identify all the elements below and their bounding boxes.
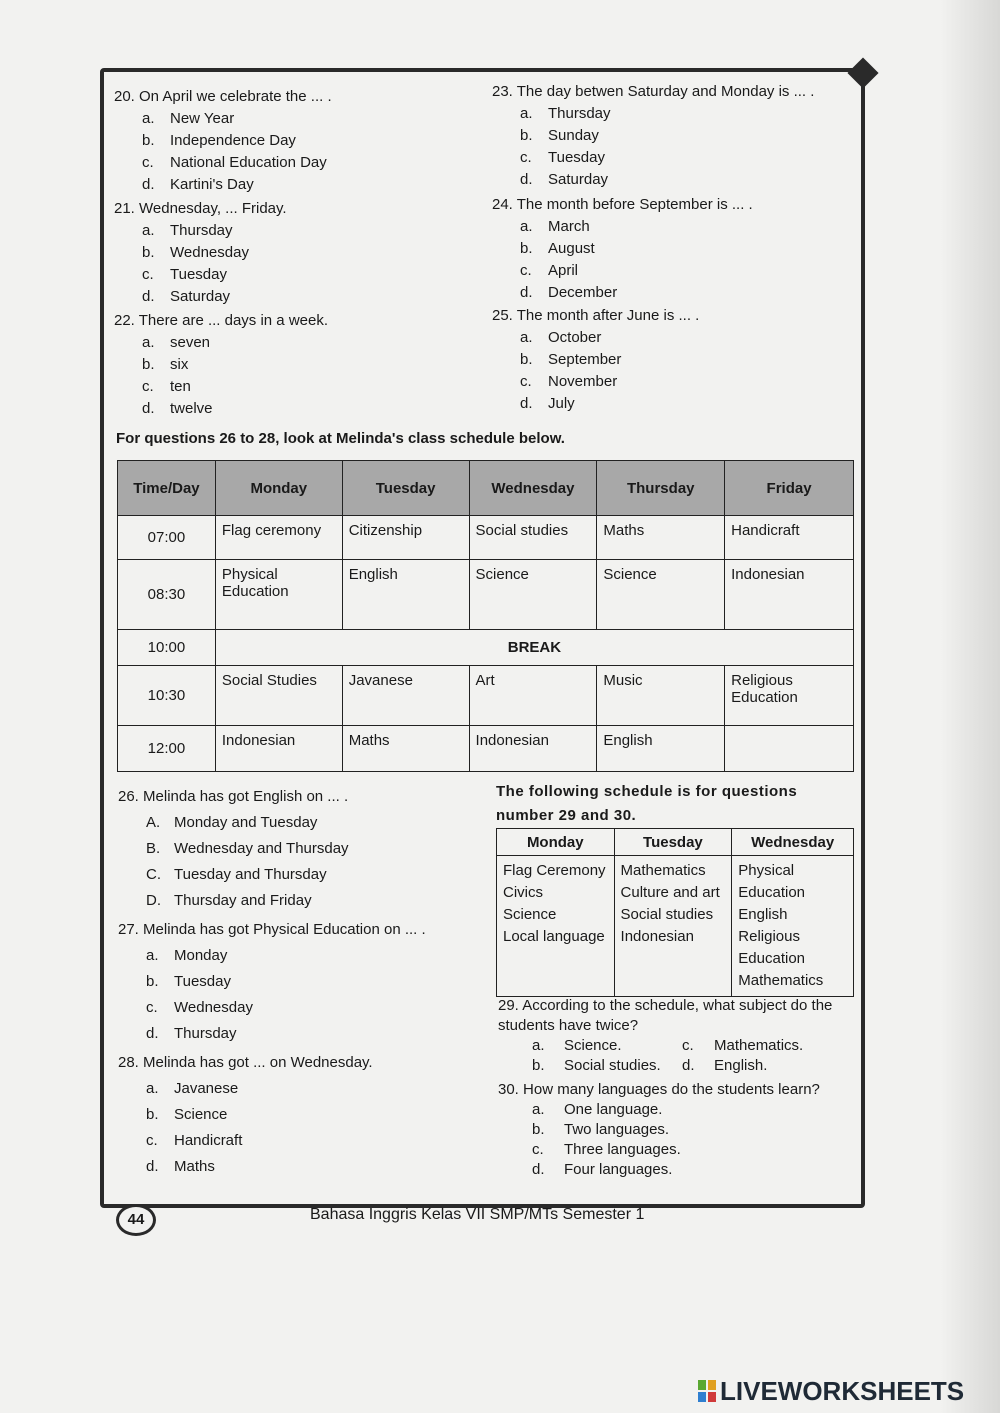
question-stem: 23. The day betwen Saturday and Monday is ... .: [492, 83, 815, 100]
subject: Civics: [503, 884, 543, 901]
option-a[interactable]: a. seven: [142, 334, 211, 351]
table-cell: Flag ceremony: [215, 516, 342, 560]
question-30: [498, 1080, 860, 1180]
option-c[interactable]: c. ten: [142, 378, 191, 395]
question-25: [492, 305, 699, 415]
brand-name[interactable]: LIVEWORKSHEETS: [720, 1376, 965, 1406]
subject: Physical Education: [738, 862, 805, 901]
options-row: [532, 1056, 860, 1076]
schedule2-intro: The following schedule is for questions number 29 and 30.: [496, 783, 798, 824]
question-28: [118, 1050, 373, 1180]
option-a[interactable]: a. Thursday: [142, 222, 233, 239]
option-a[interactable]: a. March: [520, 218, 590, 235]
table-row: [118, 516, 854, 560]
option-d[interactable]: D. Thursday and Friday: [146, 892, 312, 909]
question-stem: 26. Melinda has got English on ... .: [118, 788, 349, 805]
table-header-row: [118, 461, 854, 516]
subject: Indonesian: [620, 928, 694, 945]
subject: Science: [503, 906, 557, 923]
option-d[interactable]: d. English.: [682, 1057, 768, 1074]
break-cell: BREAK: [215, 630, 853, 666]
header-cell: Tuesday: [614, 829, 732, 856]
schedule-heading: For questions 26 to 28, look at Melinda's class schedule below.: [116, 430, 565, 447]
table-cell: Physical Education: [215, 560, 342, 630]
question-stem: 21. Wednesday, ... Friday.: [114, 200, 287, 217]
table-cell: Social Studies: [215, 666, 342, 726]
table-cell: Science: [469, 560, 597, 630]
option-a[interactable]: a. October: [520, 329, 602, 346]
time-cell: 10:30: [118, 666, 216, 726]
option-d[interactable]: d. July: [520, 395, 575, 412]
option-c[interactable]: c. Handicraft: [146, 1132, 243, 1149]
question-stem: 30. How many languages do the students learn?: [498, 1081, 820, 1098]
option-a[interactable]: a. Thursday: [520, 105, 611, 122]
option-c[interactable]: c. Wednesday: [146, 999, 253, 1016]
subject: Flag Ceremony: [503, 862, 606, 879]
option-b[interactable]: b. Wednesday: [142, 244, 249, 261]
page-number-badge: 44: [116, 1204, 156, 1236]
book-title: Bahasa Inggris Kelas VII SMP/MTs Semester 1: [310, 1206, 645, 1223]
question-stem: 29. According to the schedule, what subject do the students have twice?: [498, 997, 833, 1034]
option-b[interactable]: b. August: [520, 240, 595, 257]
header-cell: Wednesday: [469, 461, 597, 516]
subject: Mathematics: [620, 862, 706, 879]
question-stem: 22. There are ... days in a week.: [114, 312, 329, 329]
table-cell: Art: [469, 666, 597, 726]
question-23: [492, 81, 814, 191]
option-a[interactable]: a. Monday: [146, 947, 228, 964]
table-cell: Social studies: [469, 516, 597, 560]
question-22: [114, 310, 328, 420]
option-d[interactable]: d. Four languages.: [532, 1161, 673, 1178]
subject: Religious Education: [738, 928, 805, 967]
schedule2-table: [496, 828, 854, 997]
break-row: [118, 630, 854, 666]
table-cell: Music: [597, 666, 725, 726]
option-d[interactable]: d. Kartini's Day: [142, 176, 254, 193]
table-header-row: [497, 829, 854, 856]
option-c[interactable]: c. National Education Day: [142, 154, 327, 171]
option-b[interactable]: b. Sunday: [520, 127, 599, 144]
table-cell: Citizenship: [342, 516, 469, 560]
subject: Culture and art: [620, 884, 720, 901]
header-cell: Monday: [215, 461, 342, 516]
question-29: [498, 996, 860, 1076]
subject: Mathematics: [738, 972, 824, 989]
question-stem: 20. On April we celebrate the ... .: [114, 88, 332, 105]
option-a[interactable]: a. Science.: [532, 1037, 622, 1054]
time-cell: 07:00: [118, 516, 216, 560]
header-cell: Time/Day: [118, 461, 216, 516]
time-cell: 12:00: [118, 726, 216, 772]
question-stem: 27. Melinda has got Physical Education on ... .: [118, 921, 426, 938]
table-row: [118, 666, 854, 726]
table-cell: Javanese: [342, 666, 469, 726]
table-cell: Maths: [342, 726, 469, 772]
option-a[interactable]: a. Javanese: [146, 1080, 239, 1097]
subject: English: [738, 906, 788, 923]
table-cell: Indonesian: [215, 726, 342, 772]
option-d[interactable]: d. December: [520, 284, 618, 301]
time-cell: 08:30: [118, 560, 216, 630]
table-cell: Religious Education: [725, 666, 854, 726]
option-c[interactable]: C. Tuesday and Thursday: [146, 866, 327, 883]
question-21: [114, 198, 287, 308]
question-20: [114, 86, 332, 196]
table-row: [497, 856, 854, 997]
question-stem: 24. The month before September is ... .: [492, 196, 753, 213]
option-c[interactable]: c. Tuesday: [142, 266, 227, 283]
class-schedule-table: [117, 460, 854, 772]
table-cell: Science: [597, 560, 725, 630]
option-d[interactable]: d. Thursday: [146, 1025, 237, 1042]
page-edge-shadow: [940, 0, 1000, 1413]
question-stem: 28. Melinda has got ... on Wednesday.: [118, 1054, 373, 1071]
option-d[interactable]: d. Maths: [146, 1158, 215, 1175]
table-cell: Indonesian: [725, 560, 854, 630]
table-cell: [497, 856, 615, 997]
option-a[interactable]: a. One language.: [532, 1101, 663, 1118]
liveworksheets-logo-icon: [698, 1380, 716, 1402]
option-c[interactable]: c. Mathematics.: [682, 1037, 804, 1054]
table-cell: English: [342, 560, 469, 630]
header-cell: Tuesday: [342, 461, 469, 516]
question-27: [118, 917, 426, 1047]
table-row: [118, 726, 854, 772]
table-row: [118, 560, 854, 630]
table-cell: Indonesian: [469, 726, 597, 772]
option-d[interactable]: d. twelve: [142, 400, 213, 417]
header-cell: Monday: [497, 829, 615, 856]
option-b[interactable]: b. September: [520, 351, 622, 368]
option-b[interactable]: B. Wednesday and Thursday: [146, 840, 349, 857]
header-cell: Thursday: [597, 461, 725, 516]
table-cell: English: [597, 726, 725, 772]
option-b[interactable]: b. Two languages.: [532, 1121, 670, 1138]
table-cell: Handicraft: [725, 516, 854, 560]
option-b[interactable]: b. six: [142, 356, 189, 373]
question-24: [492, 194, 753, 304]
table-cell: [614, 856, 732, 997]
option-c[interactable]: c. April: [520, 262, 579, 279]
option-b[interactable]: b. Independence Day: [142, 132, 296, 149]
table-cell: Maths: [597, 516, 725, 560]
option-c[interactable]: c. Three languages.: [532, 1141, 681, 1158]
option-c[interactable]: c. Tuesday: [520, 149, 605, 166]
subject: Social studies: [620, 906, 714, 923]
option-b[interactable]: b. Tuesday: [146, 973, 231, 990]
header-cell: Friday: [725, 461, 854, 516]
header-cell: Wednesday: [732, 829, 854, 856]
time-cell: 10:00: [118, 630, 216, 666]
option-d[interactable]: d. Saturday: [142, 288, 231, 305]
question-stem: 25. The month after June is ... .: [492, 307, 700, 324]
subject: Local language: [503, 928, 605, 945]
question-26: [118, 784, 349, 914]
table-cell: [725, 726, 854, 772]
option-a[interactable]: a. New Year: [142, 110, 235, 127]
option-b[interactable]: b. Science: [146, 1106, 228, 1123]
option-a[interactable]: A. Monday and Tuesday: [146, 814, 318, 831]
options-row: [532, 1036, 860, 1056]
table-cell: [732, 856, 854, 997]
option-b[interactable]: b. Social studies.: [532, 1057, 661, 1074]
option-c[interactable]: c. November: [520, 373, 618, 390]
option-d[interactable]: d. Saturday: [520, 171, 609, 188]
